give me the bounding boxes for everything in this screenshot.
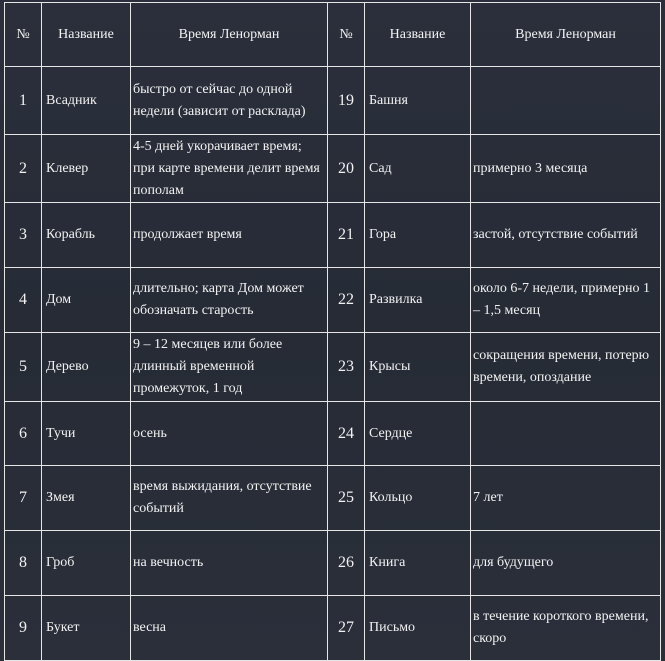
card-name: Письмо: [365, 596, 471, 661]
card-time: быстро от сейчас до одной недели (зависит от расклада): [131, 67, 328, 135]
card-time: около 6-7 недели, примерно 1 – 1,5 месяц: [471, 268, 661, 333]
card-name: Букет: [42, 596, 131, 661]
card-number: 20: [328, 135, 365, 203]
table-row: [5, 268, 661, 333]
card-number: 6: [5, 402, 42, 466]
card-name: Гроб: [42, 531, 131, 596]
card-number: 5: [5, 333, 42, 402]
card-name: Всадник: [42, 67, 131, 135]
card-time: время выжидания, отсутствие событий: [131, 466, 328, 531]
card-number: 3: [5, 203, 42, 268]
table-row: [5, 466, 661, 531]
card-number: 4: [5, 268, 42, 333]
table-row: [5, 333, 661, 402]
card-time: 4-5 дней укорачивает время; при карте времени делит время пополам: [131, 135, 328, 203]
card-number: 25: [328, 466, 365, 531]
card-time: примерно 3 месяца: [471, 135, 661, 203]
table-row: [5, 203, 661, 268]
lenormand-time-table: [4, 2, 661, 661]
card-name: Кольцо: [365, 466, 471, 531]
card-time: [471, 402, 661, 466]
card-time: весна: [131, 596, 328, 661]
card-name: Тучи: [42, 402, 131, 466]
card-number: 21: [328, 203, 365, 268]
card-name: Крысы: [365, 333, 471, 402]
card-time: продолжает время: [131, 203, 328, 268]
table-row: [5, 402, 661, 466]
table-row: [5, 135, 661, 203]
header-time-left: Время Ленорман: [131, 3, 328, 67]
table-row: [5, 531, 661, 596]
card-name: Сад: [365, 135, 471, 203]
card-number: 8: [5, 531, 42, 596]
header-num-right: №: [328, 3, 365, 67]
header-name-left: Название: [42, 3, 131, 67]
card-time: 7 лет: [471, 466, 661, 531]
header-row: [5, 3, 661, 67]
card-name: Гора: [365, 203, 471, 268]
card-number: 22: [328, 268, 365, 333]
table-row: [5, 596, 661, 661]
card-number: 24: [328, 402, 365, 466]
card-name: Сердце: [365, 402, 471, 466]
card-time: застой, отсутствие событий: [471, 203, 661, 268]
card-time: в течение короткого времени, скоро: [471, 596, 661, 661]
card-time: осень: [131, 402, 328, 466]
card-name: Книга: [365, 531, 471, 596]
header-time-right: Время Ленорман: [471, 3, 661, 67]
card-number: 9: [5, 596, 42, 661]
card-number: 1: [5, 67, 42, 135]
header-num-left: №: [5, 3, 42, 67]
card-name: Дерево: [42, 333, 131, 402]
card-number: 2: [5, 135, 42, 203]
card-name: Змея: [42, 466, 131, 531]
card-number: 27: [328, 596, 365, 661]
card-name: Развилка: [365, 268, 471, 333]
card-time: длительно; карта Дом может обозначать старость: [131, 268, 328, 333]
header-name-right: Название: [365, 3, 471, 67]
card-name: Клевер: [42, 135, 131, 203]
card-time: 9 – 12 месяцев или более длинный временной промежуток, 1 год: [131, 333, 328, 402]
card-time: для будущего: [471, 531, 661, 596]
card-time: сокращения времени, потерю времени, опоздание: [471, 333, 661, 402]
card-time: [471, 67, 661, 135]
card-number: 19: [328, 67, 365, 135]
card-time: на вечность: [131, 531, 328, 596]
card-number: 23: [328, 333, 365, 402]
card-number: 7: [5, 466, 42, 531]
table-row: [5, 67, 661, 135]
card-name: Башня: [365, 67, 471, 135]
card-number: 26: [328, 531, 365, 596]
card-name: Корабль: [42, 203, 131, 268]
card-name: Дом: [42, 268, 131, 333]
